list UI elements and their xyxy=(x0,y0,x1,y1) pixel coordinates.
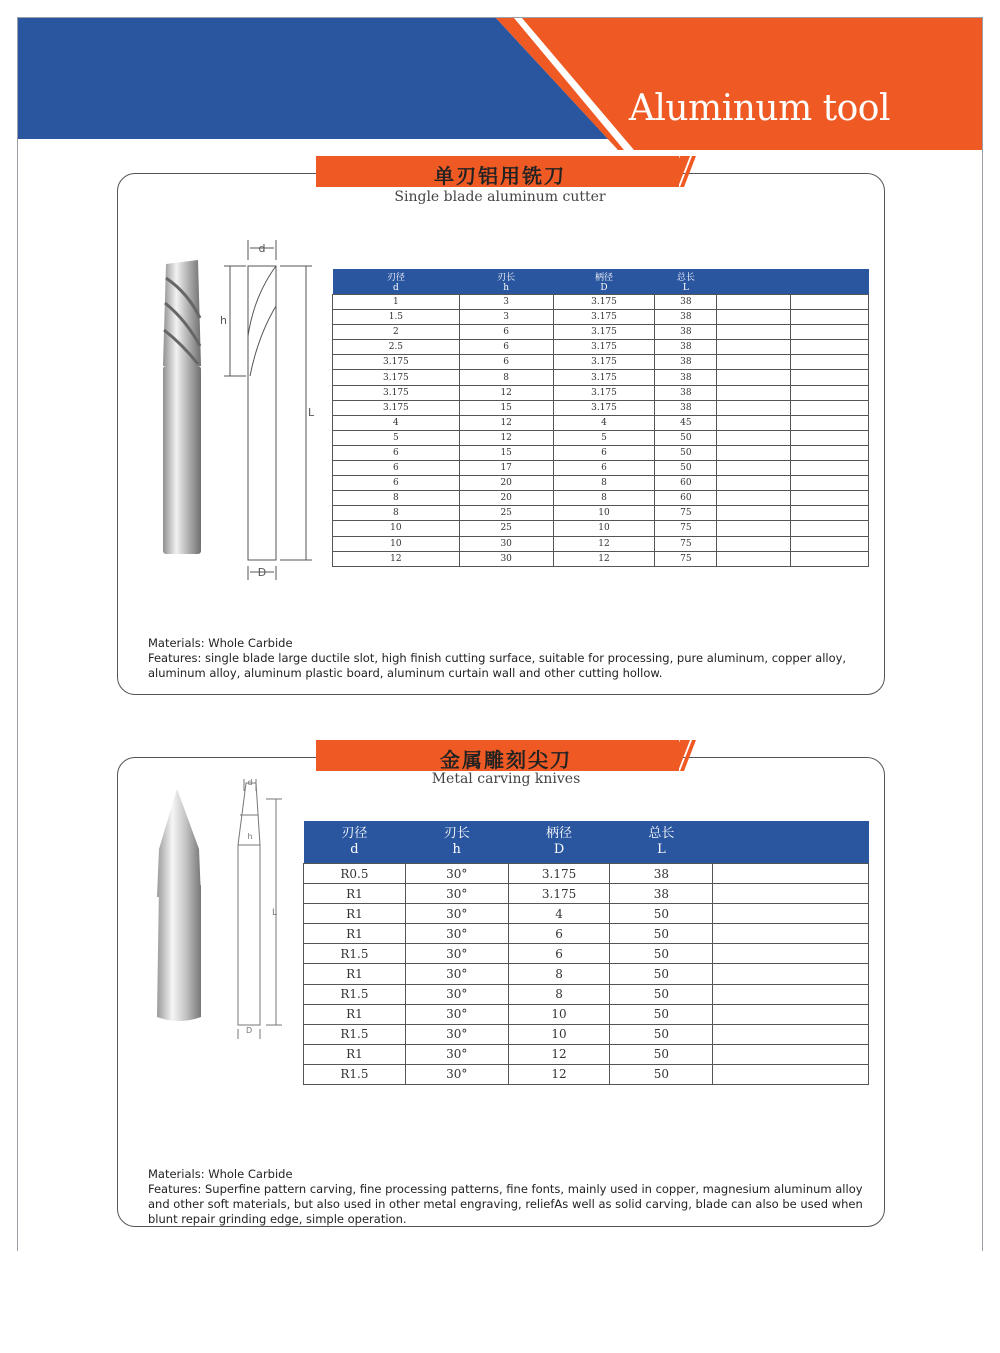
header-banner xyxy=(18,18,982,150)
table-row xyxy=(333,551,869,566)
table-cell: 50 xyxy=(610,1064,713,1084)
table-cell: 3 xyxy=(459,295,553,310)
column-header: 总长 L xyxy=(610,821,713,864)
section-title-en: Metal carving knives xyxy=(431,771,581,787)
table-cell: 12 xyxy=(508,1064,610,1084)
table-cell: R1.5 xyxy=(304,984,406,1004)
table-cell: 1 xyxy=(333,295,460,310)
table-cell: 60 xyxy=(655,491,717,506)
table-cell: 30° xyxy=(405,1044,508,1064)
table-cell: 10 xyxy=(508,1024,610,1044)
table-cell: 38 xyxy=(655,400,717,415)
table-cell: 38 xyxy=(655,385,717,400)
empty-cell xyxy=(717,430,791,445)
empty-cell xyxy=(717,521,791,536)
empty-cell xyxy=(791,536,869,551)
table-cell: 50 xyxy=(610,904,713,924)
table-cell: 25 xyxy=(459,506,553,521)
empty-cell xyxy=(791,370,869,385)
empty-cell xyxy=(713,1044,869,1064)
table-row xyxy=(333,325,869,340)
table-cell: 4 xyxy=(508,904,610,924)
table-row xyxy=(304,944,869,964)
table-cell: 38 xyxy=(655,310,717,325)
table-row xyxy=(333,415,869,430)
empty-cell xyxy=(791,430,869,445)
table-cell: 3.175 xyxy=(553,295,655,310)
table-row xyxy=(333,340,869,355)
table-cell: 3.175 xyxy=(553,385,655,400)
table-cell: 4 xyxy=(553,415,655,430)
table-cell: 50 xyxy=(610,984,713,1004)
column-header: 总长 L xyxy=(655,269,717,295)
table-cell: 3.175 xyxy=(553,355,655,370)
table-cell: 3 xyxy=(459,310,553,325)
table-row xyxy=(304,1024,869,1044)
table-row xyxy=(333,310,869,325)
materials-text: Materials: Whole Carbide xyxy=(148,1167,293,1181)
table-row xyxy=(333,536,869,551)
empty-cell xyxy=(791,476,869,491)
carving-knife-dimension-diagram xyxy=(226,775,286,1040)
table-cell: 6 xyxy=(553,445,655,460)
table-row xyxy=(333,506,869,521)
table-row xyxy=(304,1004,869,1024)
table-cell: 8 xyxy=(333,506,460,521)
single-blade-dimension-diagram xyxy=(214,236,324,581)
diagram-label-h: h xyxy=(247,832,253,841)
table-cell: 6 xyxy=(333,461,460,476)
table-cell: 3.175 xyxy=(508,864,610,884)
table-row xyxy=(333,355,869,370)
empty-cell xyxy=(717,355,791,370)
table-row xyxy=(304,984,869,1004)
table-cell: 60 xyxy=(655,476,717,491)
table-cell: 12 xyxy=(459,430,553,445)
empty-cell xyxy=(717,295,791,310)
table-cell: 50 xyxy=(610,944,713,964)
table-row xyxy=(333,491,869,506)
table-cell: 6 xyxy=(508,944,610,964)
empty-cell xyxy=(717,385,791,400)
table-cell: 38 xyxy=(655,295,717,310)
empty-cell xyxy=(713,924,869,944)
table-cell: 6 xyxy=(333,476,460,491)
diagram-label-D: D xyxy=(257,566,267,579)
page-title: Aluminum tool xyxy=(628,88,890,129)
title-bar-slash xyxy=(668,156,698,187)
table-cell: 3.175 xyxy=(553,310,655,325)
empty-cell xyxy=(713,904,869,924)
empty-cell xyxy=(791,445,869,460)
single-blade-spec-table xyxy=(332,269,869,567)
table-cell: 3.175 xyxy=(333,400,460,415)
table-cell: 50 xyxy=(610,1044,713,1064)
table-cell: 3.175 xyxy=(333,385,460,400)
table-cell: 30° xyxy=(405,1004,508,1024)
empty-cell xyxy=(713,984,869,1004)
empty-cell xyxy=(717,400,791,415)
table-row xyxy=(333,370,869,385)
table-cell: R1.5 xyxy=(304,944,406,964)
table-cell: 75 xyxy=(655,521,717,536)
table-cell: 8 xyxy=(333,491,460,506)
table-cell: 3.175 xyxy=(553,400,655,415)
table-cell: 5 xyxy=(333,430,460,445)
column-header: 柄径 D xyxy=(508,821,610,864)
empty-cell xyxy=(713,884,869,904)
diagram-label-d: d xyxy=(247,778,253,787)
table-cell: R1 xyxy=(304,964,406,984)
table-cell: 75 xyxy=(655,551,717,566)
table-cell: 10 xyxy=(333,536,460,551)
diagram-label-d: d xyxy=(258,242,266,255)
section-title-en: Single blade aluminum cutter xyxy=(394,189,606,205)
table-cell: 50 xyxy=(655,461,717,476)
table-cell: 3.175 xyxy=(553,340,655,355)
table-row xyxy=(304,884,869,904)
table-cell: 8 xyxy=(508,964,610,984)
table-cell: 30° xyxy=(405,1064,508,1084)
empty-cell xyxy=(717,415,791,430)
diagram-label-L: L xyxy=(308,406,315,419)
empty-cell xyxy=(791,310,869,325)
table-cell: 30° xyxy=(405,904,508,924)
features-text: Features: single blade large ductile slot, high finish cutting surface, suitable for processing, pure aluminum, copper alloy, aluminum alloy, aluminum plastic board, aluminum curtain wall and other cutting hollow. xyxy=(148,651,847,680)
table-cell: 38 xyxy=(610,884,713,904)
table-cell: 38 xyxy=(610,864,713,884)
empty-cell xyxy=(791,295,869,310)
empty-cell xyxy=(717,445,791,460)
carving-knife-spec-table xyxy=(303,821,869,1085)
diagram-label-L: L xyxy=(272,908,278,918)
table-cell: R1 xyxy=(304,924,406,944)
empty-cell xyxy=(791,415,869,430)
table-header-row xyxy=(304,821,869,864)
table-row xyxy=(333,476,869,491)
table-cell: 50 xyxy=(610,924,713,944)
table-row xyxy=(333,400,869,415)
table-cell: 12 xyxy=(508,1044,610,1064)
table-cell: 8 xyxy=(553,491,655,506)
empty-cell xyxy=(791,340,869,355)
table-cell: 8 xyxy=(553,476,655,491)
table-cell: 3.175 xyxy=(333,370,460,385)
table-row xyxy=(333,430,869,445)
table-row xyxy=(304,1064,869,1084)
table-row xyxy=(304,904,869,924)
table-cell: 10 xyxy=(553,521,655,536)
empty-cell xyxy=(717,536,791,551)
column-header: 刃长 h xyxy=(459,269,553,295)
table-cell: R1 xyxy=(304,904,406,924)
empty-cell xyxy=(791,400,869,415)
table-cell: 3.175 xyxy=(553,370,655,385)
section2-notes xyxy=(148,1167,878,1227)
section1-notes xyxy=(148,636,878,681)
empty-cell xyxy=(713,1024,869,1044)
table-cell: 30 xyxy=(459,551,553,566)
empty-cell xyxy=(713,944,869,964)
table-cell: 30° xyxy=(405,864,508,884)
table-cell: 10 xyxy=(333,521,460,536)
materials-text: Materials: Whole Carbide xyxy=(148,636,293,650)
empty-cell xyxy=(791,506,869,521)
column-header: 刃径 d xyxy=(333,269,460,295)
table-cell: 38 xyxy=(655,340,717,355)
table-cell: 10 xyxy=(508,1004,610,1024)
table-row xyxy=(333,295,869,310)
diagram-label-D: D xyxy=(246,1026,253,1035)
table-cell: 30° xyxy=(405,1024,508,1044)
table-cell: 38 xyxy=(655,370,717,385)
empty-cell xyxy=(717,476,791,491)
table-row xyxy=(333,385,869,400)
table-cell: 30° xyxy=(405,944,508,964)
table-cell: 8 xyxy=(508,984,610,1004)
table-cell: 30° xyxy=(405,924,508,944)
empty-cell xyxy=(717,340,791,355)
single-blade-cutter-photo xyxy=(158,258,206,556)
empty-cell xyxy=(713,1004,869,1024)
table-cell: 30° xyxy=(405,964,508,984)
table-row xyxy=(304,924,869,944)
table-cell: 4 xyxy=(333,415,460,430)
table-cell: 6 xyxy=(459,355,553,370)
table-cell: 12 xyxy=(333,551,460,566)
table-cell: 17 xyxy=(459,461,553,476)
empty-cell xyxy=(791,385,869,400)
table-cell: 38 xyxy=(655,325,717,340)
table-cell: 6 xyxy=(333,445,460,460)
table-cell: R1 xyxy=(304,884,406,904)
empty-cell xyxy=(791,461,869,476)
table-cell: 50 xyxy=(610,1004,713,1024)
empty-cell xyxy=(791,551,869,566)
table-cell: 30° xyxy=(405,884,508,904)
table-cell: 6 xyxy=(508,924,610,944)
table-cell: 15 xyxy=(459,445,553,460)
empty-cell xyxy=(791,325,869,340)
empty-cell xyxy=(791,521,869,536)
section-title-cn: 金属雕刻尖刀 xyxy=(440,748,572,772)
table-cell: 50 xyxy=(610,1024,713,1044)
empty-cell xyxy=(717,491,791,506)
table-cell: 30° xyxy=(405,984,508,1004)
column-header: 刃径 d xyxy=(304,821,406,864)
table-row xyxy=(304,1044,869,1064)
table-cell: 3.175 xyxy=(508,884,610,904)
table-cell: 3.175 xyxy=(333,355,460,370)
table-row xyxy=(304,964,869,984)
section-title-cn: 单刃铝用铣刀 xyxy=(434,164,566,188)
table-cell: 6 xyxy=(459,340,553,355)
empty-cell xyxy=(791,355,869,370)
empty-cell xyxy=(713,864,869,884)
column-header: 柄径 D xyxy=(553,269,655,295)
table-cell: 75 xyxy=(655,536,717,551)
table-cell: 50 xyxy=(610,964,713,984)
table-cell: 50 xyxy=(655,430,717,445)
table-cell: 6 xyxy=(459,325,553,340)
table-cell: R0.5 xyxy=(304,864,406,884)
table-cell: 20 xyxy=(459,491,553,506)
table-cell: 20 xyxy=(459,476,553,491)
column-header: 刃长 h xyxy=(405,821,508,864)
table-cell: R1.5 xyxy=(304,1064,406,1084)
table-cell: 2 xyxy=(333,325,460,340)
table-cell: 30 xyxy=(459,536,553,551)
table-cell: 12 xyxy=(553,551,655,566)
table-cell: 50 xyxy=(655,445,717,460)
table-cell: R1 xyxy=(304,1044,406,1064)
table-cell: 12 xyxy=(459,385,553,400)
empty-cell xyxy=(713,964,869,984)
table-cell: R1 xyxy=(304,1004,406,1024)
features-text: Features: Superfine pattern carving, fine processing patterns, fine fonts, mainly used in copper, magnesium aluminum alloy and other soft materials, but also used in other metal engraving, reliefAs well as solid carving, blade can also be used when blunt repair grinding edge, simple operation. xyxy=(148,1182,863,1226)
table-header-row xyxy=(333,269,869,295)
carving-knife-photo xyxy=(155,785,205,1025)
table-cell: 25 xyxy=(459,521,553,536)
diagram-label-h: h xyxy=(220,314,227,327)
table-cell: 5 xyxy=(553,430,655,445)
empty-cell xyxy=(717,551,791,566)
table-cell: R1.5 xyxy=(304,1024,406,1044)
table-row xyxy=(333,445,869,460)
table-row xyxy=(333,461,869,476)
empty-cell xyxy=(717,370,791,385)
empty-cell xyxy=(717,310,791,325)
table-row xyxy=(304,864,869,884)
empty-cell xyxy=(717,325,791,340)
table-cell: 1.5 xyxy=(333,310,460,325)
table-cell: 45 xyxy=(655,415,717,430)
table-cell: 6 xyxy=(553,461,655,476)
empty-cell xyxy=(717,506,791,521)
table-cell: 3.175 xyxy=(553,325,655,340)
empty-cell xyxy=(713,1064,869,1084)
table-cell: 12 xyxy=(459,415,553,430)
table-cell: 12 xyxy=(553,536,655,551)
table-cell: 15 xyxy=(459,400,553,415)
table-row xyxy=(333,521,869,536)
table-cell: 10 xyxy=(553,506,655,521)
table-cell: 2.5 xyxy=(333,340,460,355)
table-cell: 38 xyxy=(655,355,717,370)
table-cell: 8 xyxy=(459,370,553,385)
empty-cell xyxy=(717,461,791,476)
table-cell: 75 xyxy=(655,506,717,521)
empty-cell xyxy=(791,491,869,506)
